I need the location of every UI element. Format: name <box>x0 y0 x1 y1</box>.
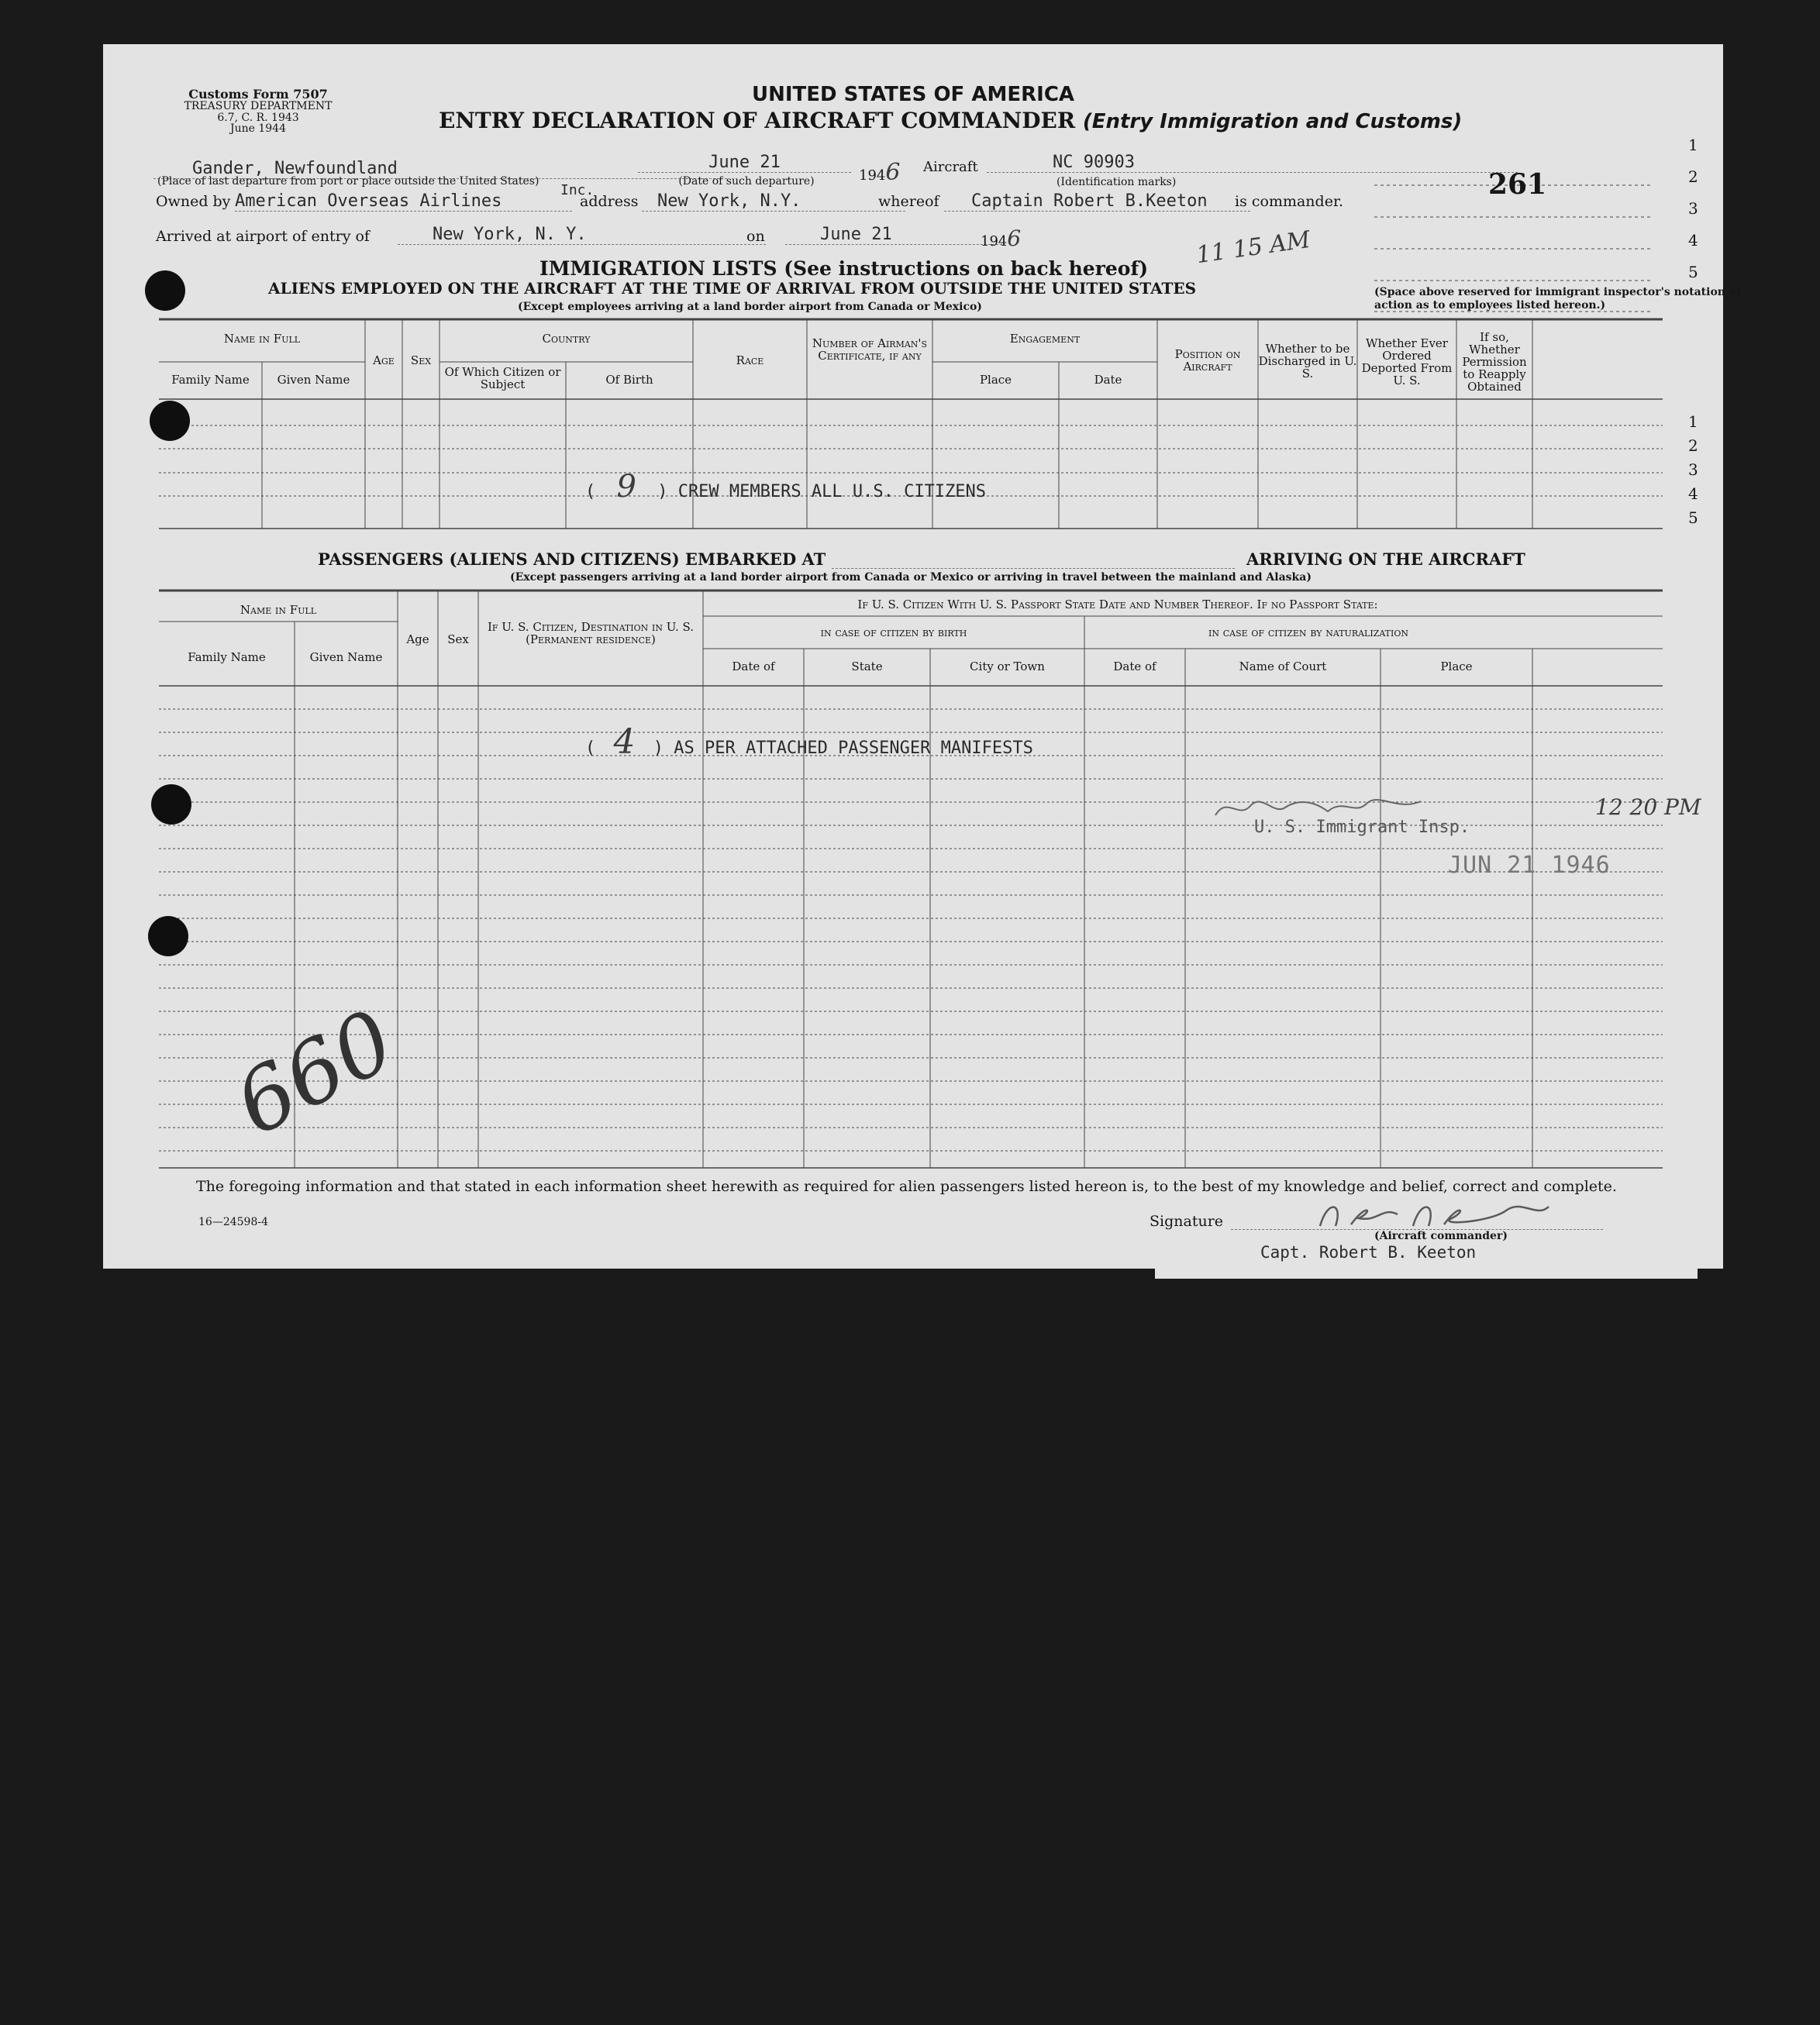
col-position: Position on Aircraft <box>1174 347 1241 374</box>
col-engagement-date: Date <box>1094 373 1122 387</box>
is-commander-label: is commander. <box>1235 193 1343 210</box>
immigration-row-number: 3 <box>1688 460 1698 479</box>
signature-label: Signature <box>1150 1213 1224 1230</box>
date-stamp: JUN 21 1946 <box>1448 852 1611 879</box>
reserved-number: 1 <box>1688 136 1698 154</box>
pcol-city: City or Town <box>970 660 1045 673</box>
passengers-note: (Except passengers arriving at a land border airport from Canada or Mexico or arriving in travel between the mainland and Alaska) <box>510 571 1312 584</box>
punch-hole <box>148 916 188 956</box>
arrival-year: 1946 <box>981 226 1022 251</box>
col-family-name: Family Name <box>171 373 250 387</box>
immigration-heading: IMMIGRATION LISTS (See instructions on back hereof) <box>539 257 1149 280</box>
arrived-label: Arrived at airport of entry of <box>156 228 370 245</box>
passenger-entry[interactable]: ( 4 ) AS PER ATTACHED PASSENGER MANIFESTS <box>585 722 1033 762</box>
declaration-text: The foregoing information and that stated in each information sheet herewith as required for alien passengers listed hereon is, to the best of my knowledge and belief, correct and complete. <box>196 1178 1617 1195</box>
form-id: Customs Form 7507 <box>188 87 328 102</box>
departure-place-field[interactable]: Gander, Newfoundland <box>153 159 727 179</box>
commander-typed: Capt. Robert B. Keeton <box>1260 1243 1477 1262</box>
aircraft-marks-field[interactable]: NC 90903 <box>987 153 1518 173</box>
aircraft-label: Aircraft <box>923 159 978 175</box>
pcol-family-name: Family Name <box>188 650 266 664</box>
arrival-date-field[interactable]: June 21 <box>785 225 1002 245</box>
col-discharged: Whether to be Discharged in U. S. <box>1258 342 1357 381</box>
pcol-court: Name of Court <box>1239 660 1327 673</box>
paper-tab <box>1155 1263 1698 1279</box>
address-label: address <box>580 193 639 210</box>
immigration-note: (Except employees arriving at a land border airport from Canada or Mexico) <box>518 301 982 313</box>
form-dept: TREASURY DEPARTMENT <box>184 100 333 112</box>
immigration-row-number: 5 <box>1688 508 1698 527</box>
pcol-age: Age <box>406 632 429 646</box>
printer-code: 16—24598-4 <box>198 1216 268 1228</box>
pcol-date-of: Date of <box>732 660 775 673</box>
punch-hole <box>150 401 190 441</box>
immigration-row-number: 1 <box>1688 412 1698 431</box>
passengers-heading: PASSENGERS (ALIENS AND CITIZENS) EMBARKED AT <box>318 549 826 569</box>
departure-date-caption: (Date of such departure) <box>678 175 815 188</box>
form-date: June 1944 <box>229 122 286 135</box>
departure-place-caption: (Place of last departure from port or place outside the United States) <box>157 175 539 188</box>
pcol-place: Place <box>1440 660 1473 673</box>
whereof-label: whereof <box>878 193 939 210</box>
pcol-birth-case: in case of citizen by birth <box>820 625 967 639</box>
inspector-title: U. S. Immigrant Insp. <box>1254 818 1470 837</box>
col-sex: Sex <box>410 353 432 367</box>
signature-caption: (Aircraft commander) <box>1374 1230 1508 1242</box>
pcol-date-of-nat: Date of <box>1113 660 1156 673</box>
col-country: Country <box>542 332 591 346</box>
punch-hole <box>151 784 191 825</box>
owner-field[interactable]: American Overseas Airlines <box>235 191 572 212</box>
reserved-number: 5 <box>1688 263 1698 281</box>
col-deported: Whether Ever Ordered Deported From U. S. <box>1361 336 1453 387</box>
passenger-count: 4 <box>613 722 636 762</box>
pcol-sex: Sex <box>447 632 469 646</box>
col-of-birth: Of Birth <box>605 373 653 387</box>
on-label: on <box>746 228 765 245</box>
immigration-row-number: 4 <box>1688 484 1698 503</box>
arriving-heading: ARRIVING ON THE AIRCRAFT <box>1246 549 1525 569</box>
immigration-row-number: 2 <box>1688 436 1698 455</box>
col-citizen-of: Of Which Citizen or Subject <box>444 365 561 391</box>
embarked-at-field[interactable] <box>832 551 1235 569</box>
col-name-in-full: Name in Full <box>223 332 301 346</box>
pcol-nat-case: in case of citizen by naturalization <box>1208 625 1409 639</box>
form-title: ENTRY DECLARATION OF AIRCRAFT COMMANDER (Entry Immigration and Customs) <box>439 108 1463 133</box>
owner-suffix: Inc. <box>560 182 595 198</box>
country-title: UNITED STATES OF AMERICA <box>751 83 1075 106</box>
departure-date-field[interactable]: June 21 <box>638 153 851 173</box>
aircraft-caption: (Identification marks) <box>1056 176 1177 188</box>
col-airman-cert: Number of Airman's Certificate, if any <box>812 336 928 363</box>
punch-hole <box>145 270 185 311</box>
serial-number: 261 <box>1488 168 1547 201</box>
address-field[interactable]: New York, N.Y. <box>642 191 905 212</box>
col-age: Age <box>373 353 395 367</box>
col-given-name: Given Name <box>277 373 350 387</box>
col-engagement: Engagement <box>1009 332 1081 346</box>
owned-by-label: Owned by <box>156 193 231 210</box>
reserved-number: 4 <box>1688 231 1698 250</box>
col-engagement-place: Place <box>979 373 1012 387</box>
year-field: 1946 <box>859 159 901 186</box>
pcol-state: State <box>851 660 883 673</box>
pcol-passport: If U. S. Citizen With U. S. Passport State Date and Number Thereof. If no Passport State: <box>857 598 1378 611</box>
pcol-name-in-full: Name in Full <box>240 603 317 617</box>
crew-count: 9 <box>616 469 636 505</box>
crew-entry[interactable]: ( 9 ) CREW MEMBERS ALL U.S. CITIZENS <box>585 469 987 505</box>
form-sheet <box>103 44 1742 1269</box>
reserved-caption: (Space above reserved for immigrant inspector's notation of action as to employees listed hereon.) <box>1374 286 1742 312</box>
margin-note: 660 <box>219 990 410 1155</box>
reserved-number: 3 <box>1688 199 1698 218</box>
commander-signature <box>1312 1195 1560 1234</box>
inspector-time: 12 20 PM <box>1595 794 1701 820</box>
immigration-subheading: ALIENS EMPLOYED ON THE AIRCRAFT AT THE TIME OF ARRIVAL FROM OUTSIDE THE UNITED STATES <box>268 279 1197 298</box>
pcol-given-name: Given Name <box>309 650 383 664</box>
form-reg: 6.7, C. R. 1943 <box>217 112 299 124</box>
commander-field[interactable]: Captain Robert B.Keeton <box>944 191 1250 212</box>
arrival-airport-field[interactable]: New York, N. Y. <box>398 225 766 245</box>
pcol-destination: If U. S. Citizen, Destination in U. S. (Permanent residence) <box>487 620 695 646</box>
col-race: Race <box>736 353 764 367</box>
reserved-number: 2 <box>1688 167 1698 186</box>
col-permission: If so, Whether Permission to Reapply Obtained <box>1462 330 1527 394</box>
time-note: 11 15 AM <box>1194 226 1312 270</box>
